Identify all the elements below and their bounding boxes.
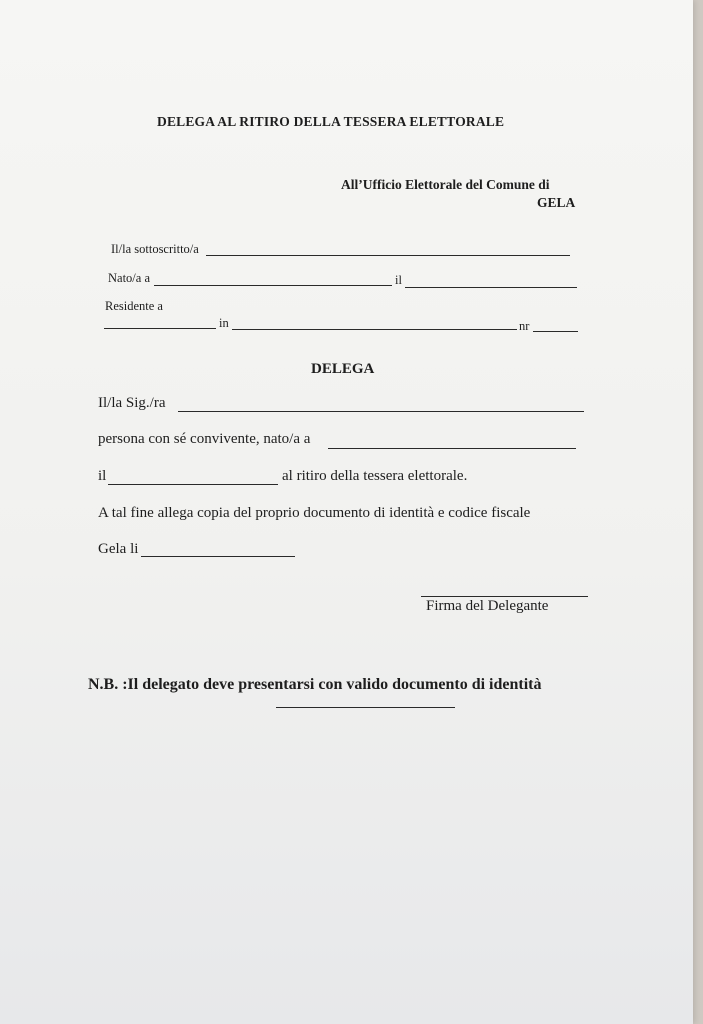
address-in-label: in (219, 316, 229, 330)
purpose-text: al ritiro della tessera elettorale. (282, 468, 468, 484)
born-place-field[interactable] (154, 285, 392, 286)
born-place-label: Nato/a a (108, 271, 150, 285)
delegate-name-label: Il/la Sig./ra (98, 395, 166, 411)
delegate-birthplace-field[interactable] (328, 448, 576, 449)
delegate-date-field[interactable] (108, 484, 278, 485)
note-underline (276, 707, 455, 708)
undersigned-label: Il/la sottoscritto/a (111, 242, 199, 256)
undersigned-field[interactable] (206, 255, 570, 256)
resident-label: Residente a (105, 299, 163, 313)
place-date-label: Gela li (98, 541, 139, 557)
document-title: DELEGA AL RITIRO DELLA TESSERA ELETTORALE (157, 114, 505, 129)
recipient-city: GELA (537, 195, 576, 210)
born-date-label: il (395, 273, 402, 287)
recipient-office: All’Ufficio Elettorale del Comune di (341, 177, 550, 192)
place-date-field[interactable] (141, 556, 295, 557)
house-number-label: nr (519, 319, 530, 333)
delegate-name-field[interactable] (178, 411, 584, 412)
signature-label: Firma del Delegante (426, 598, 549, 614)
note-text: N.B. :Il delegato deve presentarsi con valido documento di identità (88, 676, 542, 693)
delegate-date-label: il (98, 468, 107, 484)
signature-line[interactable] (421, 596, 588, 597)
delega-heading: DELEGA (311, 361, 375, 377)
house-number-field[interactable] (533, 331, 578, 332)
cohabitant-label: persona con sé convivente, nato/a a (98, 431, 311, 447)
address-field[interactable] (232, 329, 517, 330)
resident-city-field[interactable] (104, 328, 216, 329)
born-date-field[interactable] (405, 287, 577, 288)
attachment-text: A tal fine allega copia del proprio documento di identità e codice fiscale (98, 505, 531, 521)
